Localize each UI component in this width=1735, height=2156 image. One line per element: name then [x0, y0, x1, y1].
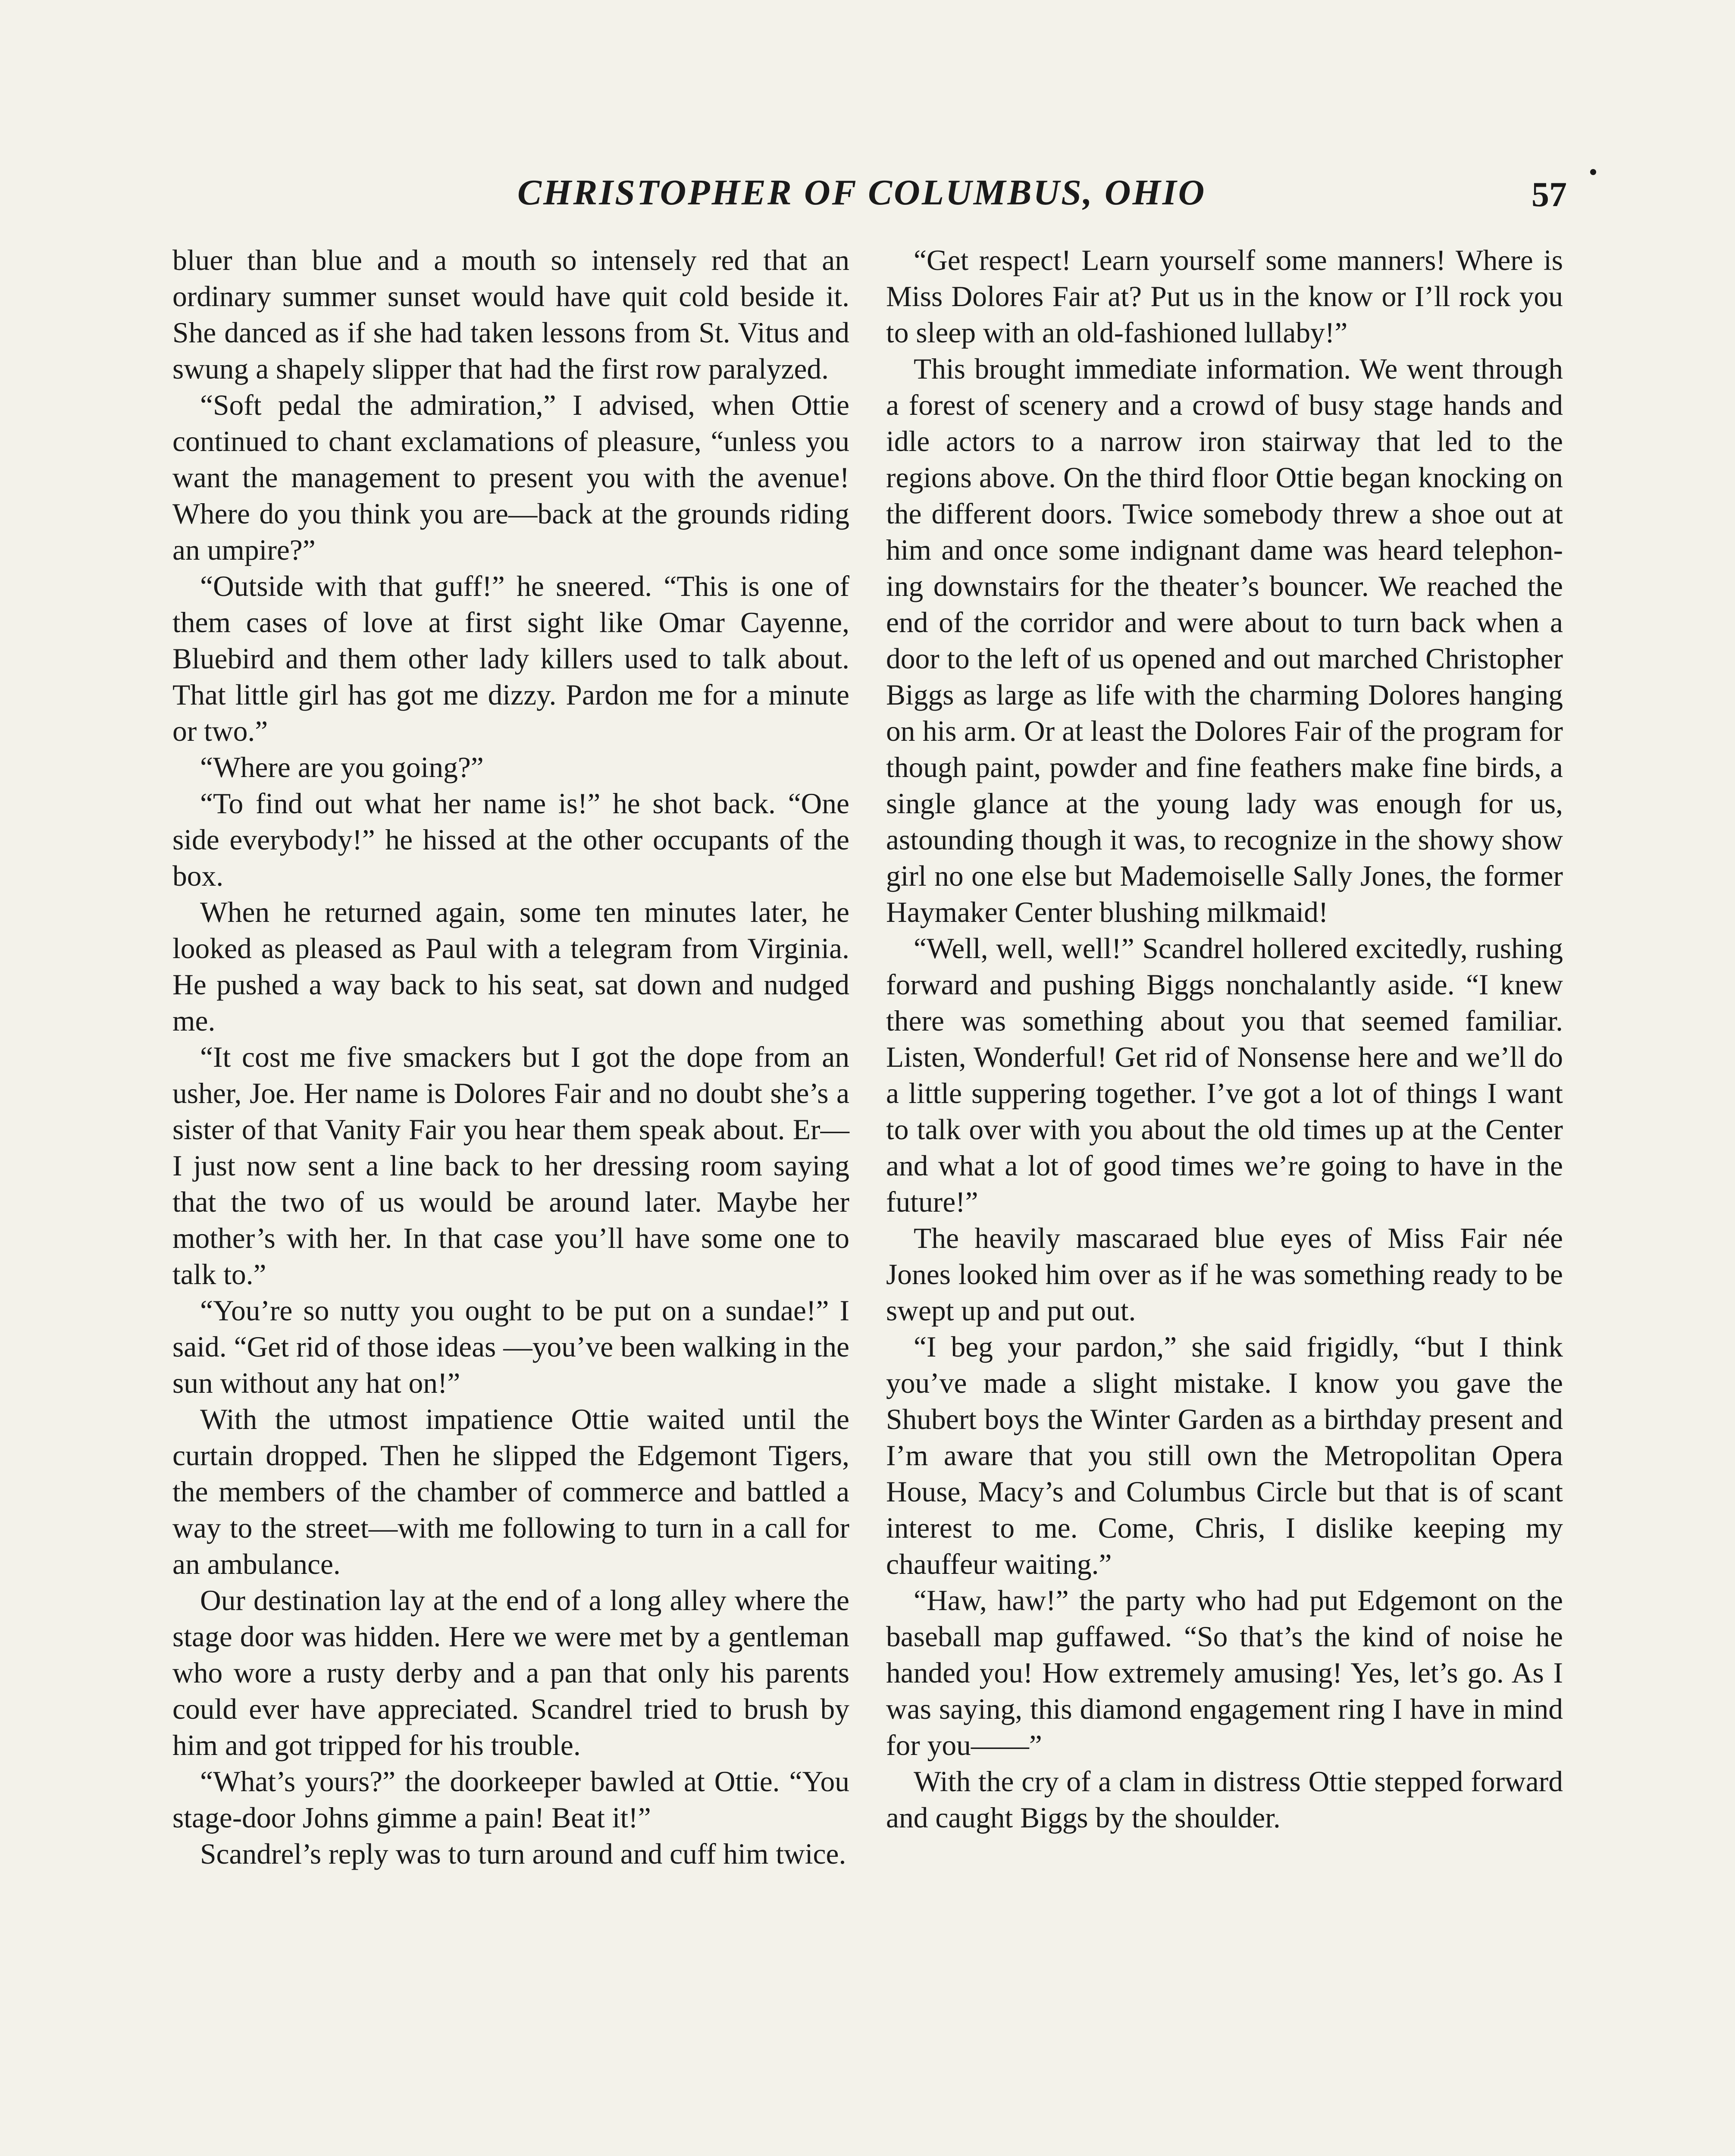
- paragraph: “What’s yours?” the doorkeeper bawled at Ottie. “You stage-door Johns gimme a pain! Beat it!”: [172, 1765, 849, 1834]
- paragraph: With the cry of a clam in distress Ottie stepped forward and caught Biggs by the shoulder.: [886, 1765, 1563, 1834]
- paragraph: “You’re so nutty you ought to be put on a sundae!” I said. “Get rid of those ideas —you’ve been walking in the sun without any hat on!”: [172, 1294, 849, 1399]
- paragraph: “To find out what her name is!” he shot back. “One side everybody!” he hissed at the other occupants of the box.: [172, 787, 849, 892]
- running-title: CHRISTOPHER OF COLUMBUS, OHIO: [517, 172, 1206, 213]
- paragraph: “Haw, haw!” the party who had put Edgemont on the baseball map guffawed. “So that’s the kind of noise he handed you! How extremely amusing! Yes, let’s go. As I was saying, this diamond engagement ring I have in mind for you——”: [886, 1584, 1563, 1761]
- paragraph: “Soft pedal the admiration,” I advised, when Ottie continued to chant exclamations of pleasure, “unless you want the management to present you with the avenue! Where do you think you are—back at the grounds riding an umpire?”: [172, 389, 849, 566]
- paragraph: With the utmost impatience Ottie waited until the curtain dropped. Then he slipped the Edgemont Tigers, the members of the chamber of commerce and battled a way to the street—with me following to turn in a call for an ambulance.: [172, 1403, 849, 1580]
- paragraph: “Get respect! Learn yourself some manners! Where is Miss Dolores Fair at? Put us in the know or I’ll rock you to sleep with an old-fashioned lullaby!”: [886, 244, 1563, 349]
- running-head: [0, 169, 1735, 216]
- paragraph: Our destination lay at the end of a long alley where the stage door was hidden. Here we were met by a gentleman who wore a rusty derby and a pan that only his parents could ever have appreciated. Scandrel tried to brush by him and got tripped for his trouble.: [172, 1584, 849, 1761]
- paragraph: This brought immediate information. We went through a forest of scenery and a crowd of busy stage hands and idle actors to a narrow iron stairway that led to the regions above. On the third floor Ottie began knocking on the different doors. Twice somebody threw a shoe out at him and once some indignant dame was heard telephoning downstairs for the theater’s bouncer. We reached the end of the corridor and were about to turn back when a door to the left of us opened and out marched Christopher Biggs as large as life with the charming Dolores hanging on his arm. Or at least the Dolores Fair of the program for though paint, powder and fine feathers make fine birds, a single glance at the young lady was enough for us, astounding though it was, to recognize in the showy show girl no one else but Mademoiselle Sally Jones, the former Haymaker Center blushing milkmaid!: [886, 353, 1563, 928]
- right-column: [886, 242, 1563, 1836]
- paragraph: Scandrel’s reply was to turn around and cuff him twice.: [200, 1838, 846, 1870]
- paragraph: “It cost me five smackers but I got the dope from an usher, Joe. Her name is Dolores Fair and no doubt she’s a sister of that Vanity Fair you hear them speak about. Er—I just now sent a line back to her dressing room saying that the two of us would be around later. Maybe her mother’s with her. In that case you’ll have some one to talk to.”: [172, 1041, 849, 1291]
- paragraph: bluer than blue and a mouth so intensely red that an ordinary summer sunset would have quit cold beside it. She danced as if she had taken lessons from St. Vitus and swung a shapely slipper that had the first row paralyzed.: [172, 244, 849, 385]
- paragraph: “Well, well, well!” Scandrel hollered excitedly, rushing forward and pushing Biggs nonchalantly aside. “I knew there was something about you that seemed familiar. Listen, Wonderful! Get rid of Nonsense here and we’ll do a little suppering together. I’ve got a lot of things I want to talk over with you about the old times up at the Center and what a lot of good times we’re going to have in the future!”: [886, 932, 1563, 1218]
- paragraph: “I beg your pardon,” she said frigidly, “but I think you’ve made a slight mistake. I know you gave the Shubert boys the Winter Garden as a birthday present and I’m aware that you still own the Metropolitan Opera House, Macy’s and Columbus Circle but that is of scant interest to me. Come, Chris, I dislike keeping my chauffeur waiting.”: [886, 1331, 1563, 1580]
- paragraph: The heavily mascaraed blue eyes of Miss Fair née Jones looked him over as if he was something ready to be swept up and put out.: [886, 1222, 1563, 1327]
- paragraph: “Where are you going?”: [200, 751, 484, 783]
- ink-dot: [1590, 169, 1596, 175]
- paragraph: “Outside with that guff!” he sneered. “This is one of them cases of love at first sight like Omar Cayenne, Bluebird and them other lady killers used to talk about. That little girl has got me dizzy. Pardon me for a minute or two.”: [172, 570, 849, 747]
- left-column: [172, 242, 849, 1872]
- paragraph: When he returned again, some ten minutes later, he looked as pleased as Paul with a telegram from Virginia. He pushed a way back to his seat, sat down and nudged me.: [172, 896, 849, 1037]
- page-number: 57: [1531, 175, 1567, 214]
